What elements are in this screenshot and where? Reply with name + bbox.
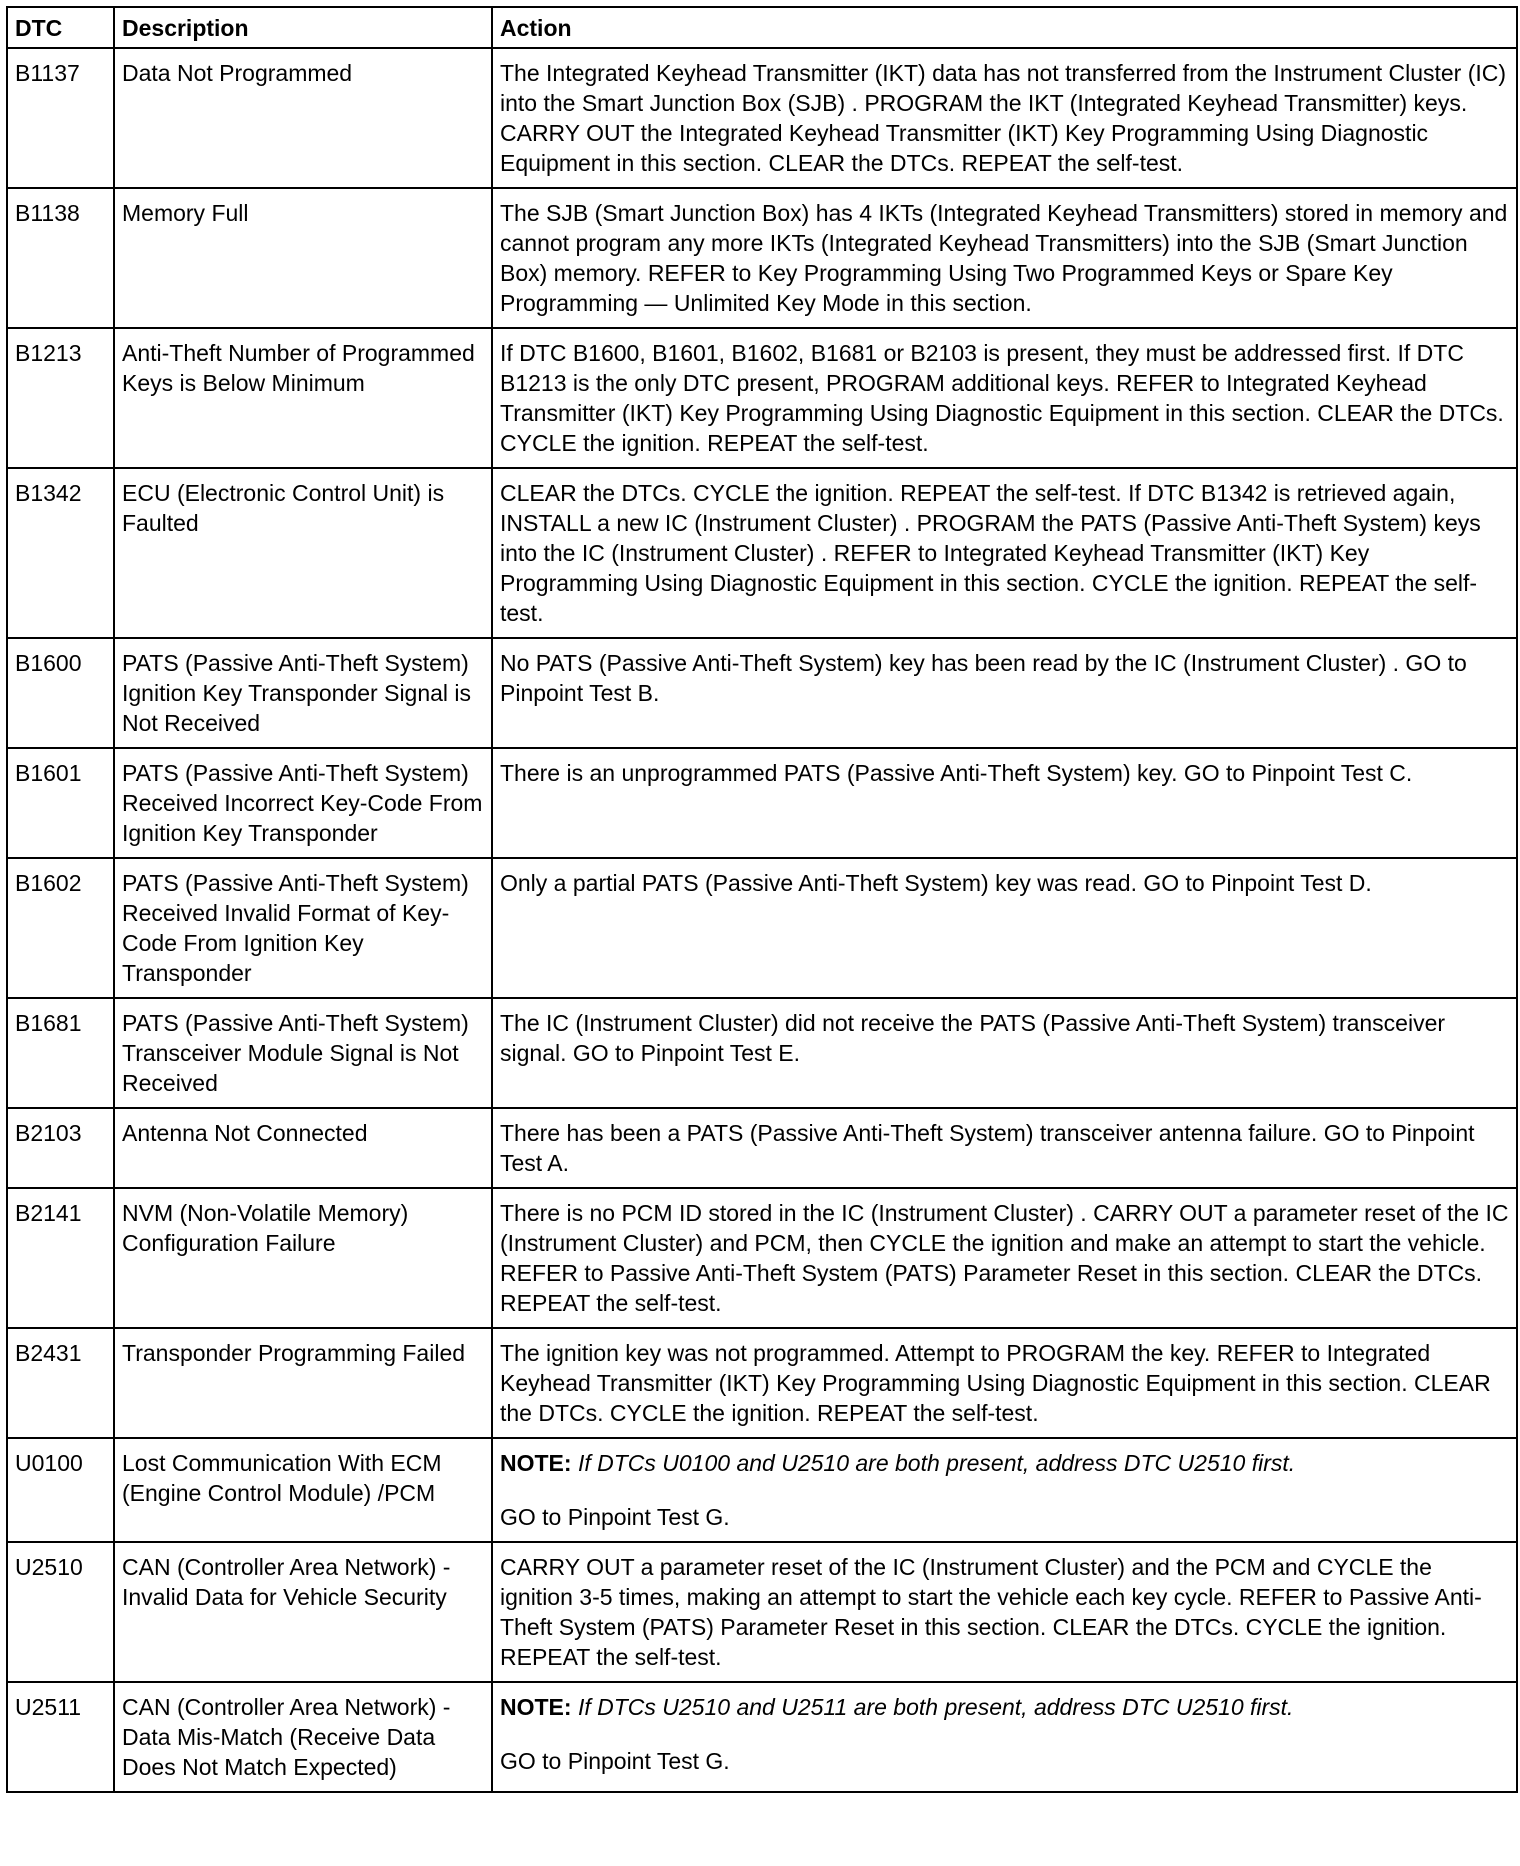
note-label: NOTE: bbox=[500, 1450, 572, 1476]
note-text: If DTCs U2510 and U2511 are both present, address DTC U2510 first. bbox=[577, 1694, 1294, 1720]
dtc-description: PATS (Passive Anti-Theft System) Ignition Key Transponder Signal is Not Received bbox=[114, 638, 492, 748]
dtc-code: U2510 bbox=[7, 1542, 114, 1682]
dtc-code: B2141 bbox=[7, 1188, 114, 1328]
dtc-description: Transponder Programming Failed bbox=[114, 1328, 492, 1438]
header-dtc: DTC bbox=[7, 7, 114, 48]
table-row bbox=[7, 188, 1517, 328]
dtc-description: Anti-Theft Number of Programmed Keys is Below Minimum bbox=[114, 328, 492, 468]
table-row bbox=[7, 638, 1517, 748]
dtc-action: CARRY OUT a parameter reset of the IC (Instrument Cluster) and the PCM and CYCLE the ignition 3-5 times, making an attempt to start the vehicle each key cycle. REFER to Passive Anti-Theft System (PATS) Parameter Reset in this section. CLEAR the DTCs. CYCLE the ignition. REPEAT the self-test. bbox=[492, 1542, 1517, 1682]
dtc-code: B1681 bbox=[7, 998, 114, 1108]
dtc-description: CAN (Controller Area Network) - Invalid Data for Vehicle Security bbox=[114, 1542, 492, 1682]
table-body bbox=[7, 48, 1517, 1792]
dtc-code: B1601 bbox=[7, 748, 114, 858]
dtc-code: B1137 bbox=[7, 48, 114, 188]
table-row bbox=[7, 1542, 1517, 1682]
table-row bbox=[7, 328, 1517, 468]
dtc-code: U0100 bbox=[7, 1438, 114, 1542]
dtc-code: B1213 bbox=[7, 328, 114, 468]
dtc-description: Data Not Programmed bbox=[114, 48, 492, 188]
note-text: If DTCs U0100 and U2510 are both present, address DTC U2510 first. bbox=[577, 1450, 1296, 1476]
dtc-action: There is an unprogrammed PATS (Passive Anti-Theft System) key. GO to Pinpoint Test C. bbox=[492, 748, 1517, 858]
dtc-code: B1138 bbox=[7, 188, 114, 328]
dtc-code: B2103 bbox=[7, 1108, 114, 1188]
dtc-description: Antenna Not Connected bbox=[114, 1108, 492, 1188]
dtc-action: If DTC B1600, B1601, B1602, B1681 or B2103 is present, they must be addressed first. If DTC B1213 is the only DTC present, PROGRAM additional keys. REFER to Integrated Keyhead Transmitter (IKT) Key Programming Using Diagnostic Equipment in this section. CLEAR the DTCs. CYCLE the ignition. REPEAT the self-test. bbox=[492, 328, 1517, 468]
table-row bbox=[7, 858, 1517, 998]
dtc-code: B1600 bbox=[7, 638, 114, 748]
table-row bbox=[7, 1438, 1517, 1542]
action-text: GO to Pinpoint Test G. bbox=[500, 1748, 730, 1774]
dtc-code: B1342 bbox=[7, 468, 114, 638]
table-row bbox=[7, 998, 1517, 1108]
dtc-description: Memory Full bbox=[114, 188, 492, 328]
note bbox=[500, 1448, 1509, 1478]
action-text: GO to Pinpoint Test G. bbox=[500, 1504, 730, 1530]
header-action: Action bbox=[492, 7, 1517, 48]
dtc-action: Only a partial PATS (Passive Anti-Theft System) key was read. GO to Pinpoint Test D. bbox=[492, 858, 1517, 998]
table-header-row bbox=[7, 7, 1517, 48]
dtc-description: ECU (Electronic Control Unit) is Faulted bbox=[114, 468, 492, 638]
dtc-action: The ignition key was not programmed. Attempt to PROGRAM the key. REFER to Integrated Keyhead Transmitter (IKT) Key Programming Using Diagnostic Equipment in this section. CLEAR the DTCs. CYCLE the ignition. REPEAT the self-test. bbox=[492, 1328, 1517, 1438]
dtc-action: The Integrated Keyhead Transmitter (IKT) data has not transferred from the Instrument Cluster (IC) into the Smart Junction Box (SJB) . PROGRAM the IKT (Integrated Keyhead Transmitter) keys. CARRY OUT the Integrated Keyhead Transmitter (IKT) Key Programming Using Diagnostic Equipment in this section. CLEAR the DTCs. REPEAT the self-test. bbox=[492, 48, 1517, 188]
dtc-code: B1602 bbox=[7, 858, 114, 998]
dtc-action: The IC (Instrument Cluster) did not receive the PATS (Passive Anti-Theft System) transceiver signal. GO to Pinpoint Test E. bbox=[492, 998, 1517, 1108]
table-row bbox=[7, 1682, 1517, 1792]
dtc-action: CLEAR the DTCs. CYCLE the ignition. REPEAT the self-test. If DTC B1342 is retrieved again, INSTALL a new IC (Instrument Cluster) . PROGRAM the PATS (Passive Anti-Theft System) keys into the IC (Instrument Cluster) . REFER to Integrated Keyhead Transmitter (IKT) Key Programming Using Diagnostic Equipment in this section. CYCLE the ignition. REPEAT the self-test. bbox=[492, 468, 1517, 638]
table-row bbox=[7, 1188, 1517, 1328]
dtc-action bbox=[492, 1438, 1517, 1542]
dtc-description: CAN (Controller Area Network) - Data Mis-Match (Receive Data Does Not Match Expected) bbox=[114, 1682, 492, 1792]
table-row bbox=[7, 468, 1517, 638]
dtc-description: NVM (Non-Volatile Memory) Configuration Failure bbox=[114, 1188, 492, 1328]
table-row bbox=[7, 1328, 1517, 1438]
table-row bbox=[7, 48, 1517, 188]
dtc-table bbox=[6, 6, 1518, 1793]
dtc-action: There is no PCM ID stored in the IC (Instrument Cluster) . CARRY OUT a parameter reset of the IC (Instrument Cluster) and PCM, then CYCLE the ignition and make an attempt to start the vehicle. REFER to Passive Anti-Theft System (PATS) Parameter Reset in this section. CLEAR the DTCs. REPEAT the self-test. bbox=[492, 1188, 1517, 1328]
dtc-action: No PATS (Passive Anti-Theft System) key has been read by the IC (Instrument Cluster) . GO to Pinpoint Test B. bbox=[492, 638, 1517, 748]
table-row bbox=[7, 748, 1517, 858]
dtc-action bbox=[492, 1682, 1517, 1792]
dtc-action: There has been a PATS (Passive Anti-Theft System) transceiver antenna failure. GO to Pinpoint Test A. bbox=[492, 1108, 1517, 1188]
table-row bbox=[7, 1108, 1517, 1188]
dtc-description: PATS (Passive Anti-Theft System) Received Invalid Format of Key-Code From Ignition Key Transponder bbox=[114, 858, 492, 998]
note bbox=[500, 1692, 1509, 1722]
note-label: NOTE: bbox=[500, 1694, 572, 1720]
dtc-code: U2511 bbox=[7, 1682, 114, 1792]
dtc-code: B2431 bbox=[7, 1328, 114, 1438]
dtc-action: The SJB (Smart Junction Box) has 4 IKTs (Integrated Keyhead Transmitters) stored in memory and cannot program any more IKTs (Integrated Keyhead Transmitters) into the SJB (Smart Junction Box) memory. REFER to Key Programming Using Two Programmed Keys or Spare Key Programming — Unlimited Key Mode in this section. bbox=[492, 188, 1517, 328]
dtc-description: PATS (Passive Anti-Theft System) Received Incorrect Key-Code From Ignition Key Transponder bbox=[114, 748, 492, 858]
header-description: Description bbox=[114, 7, 492, 48]
dtc-description: PATS (Passive Anti-Theft System) Transceiver Module Signal is Not Received bbox=[114, 998, 492, 1108]
dtc-description: Lost Communication With ECM (Engine Control Module) /PCM bbox=[114, 1438, 492, 1542]
